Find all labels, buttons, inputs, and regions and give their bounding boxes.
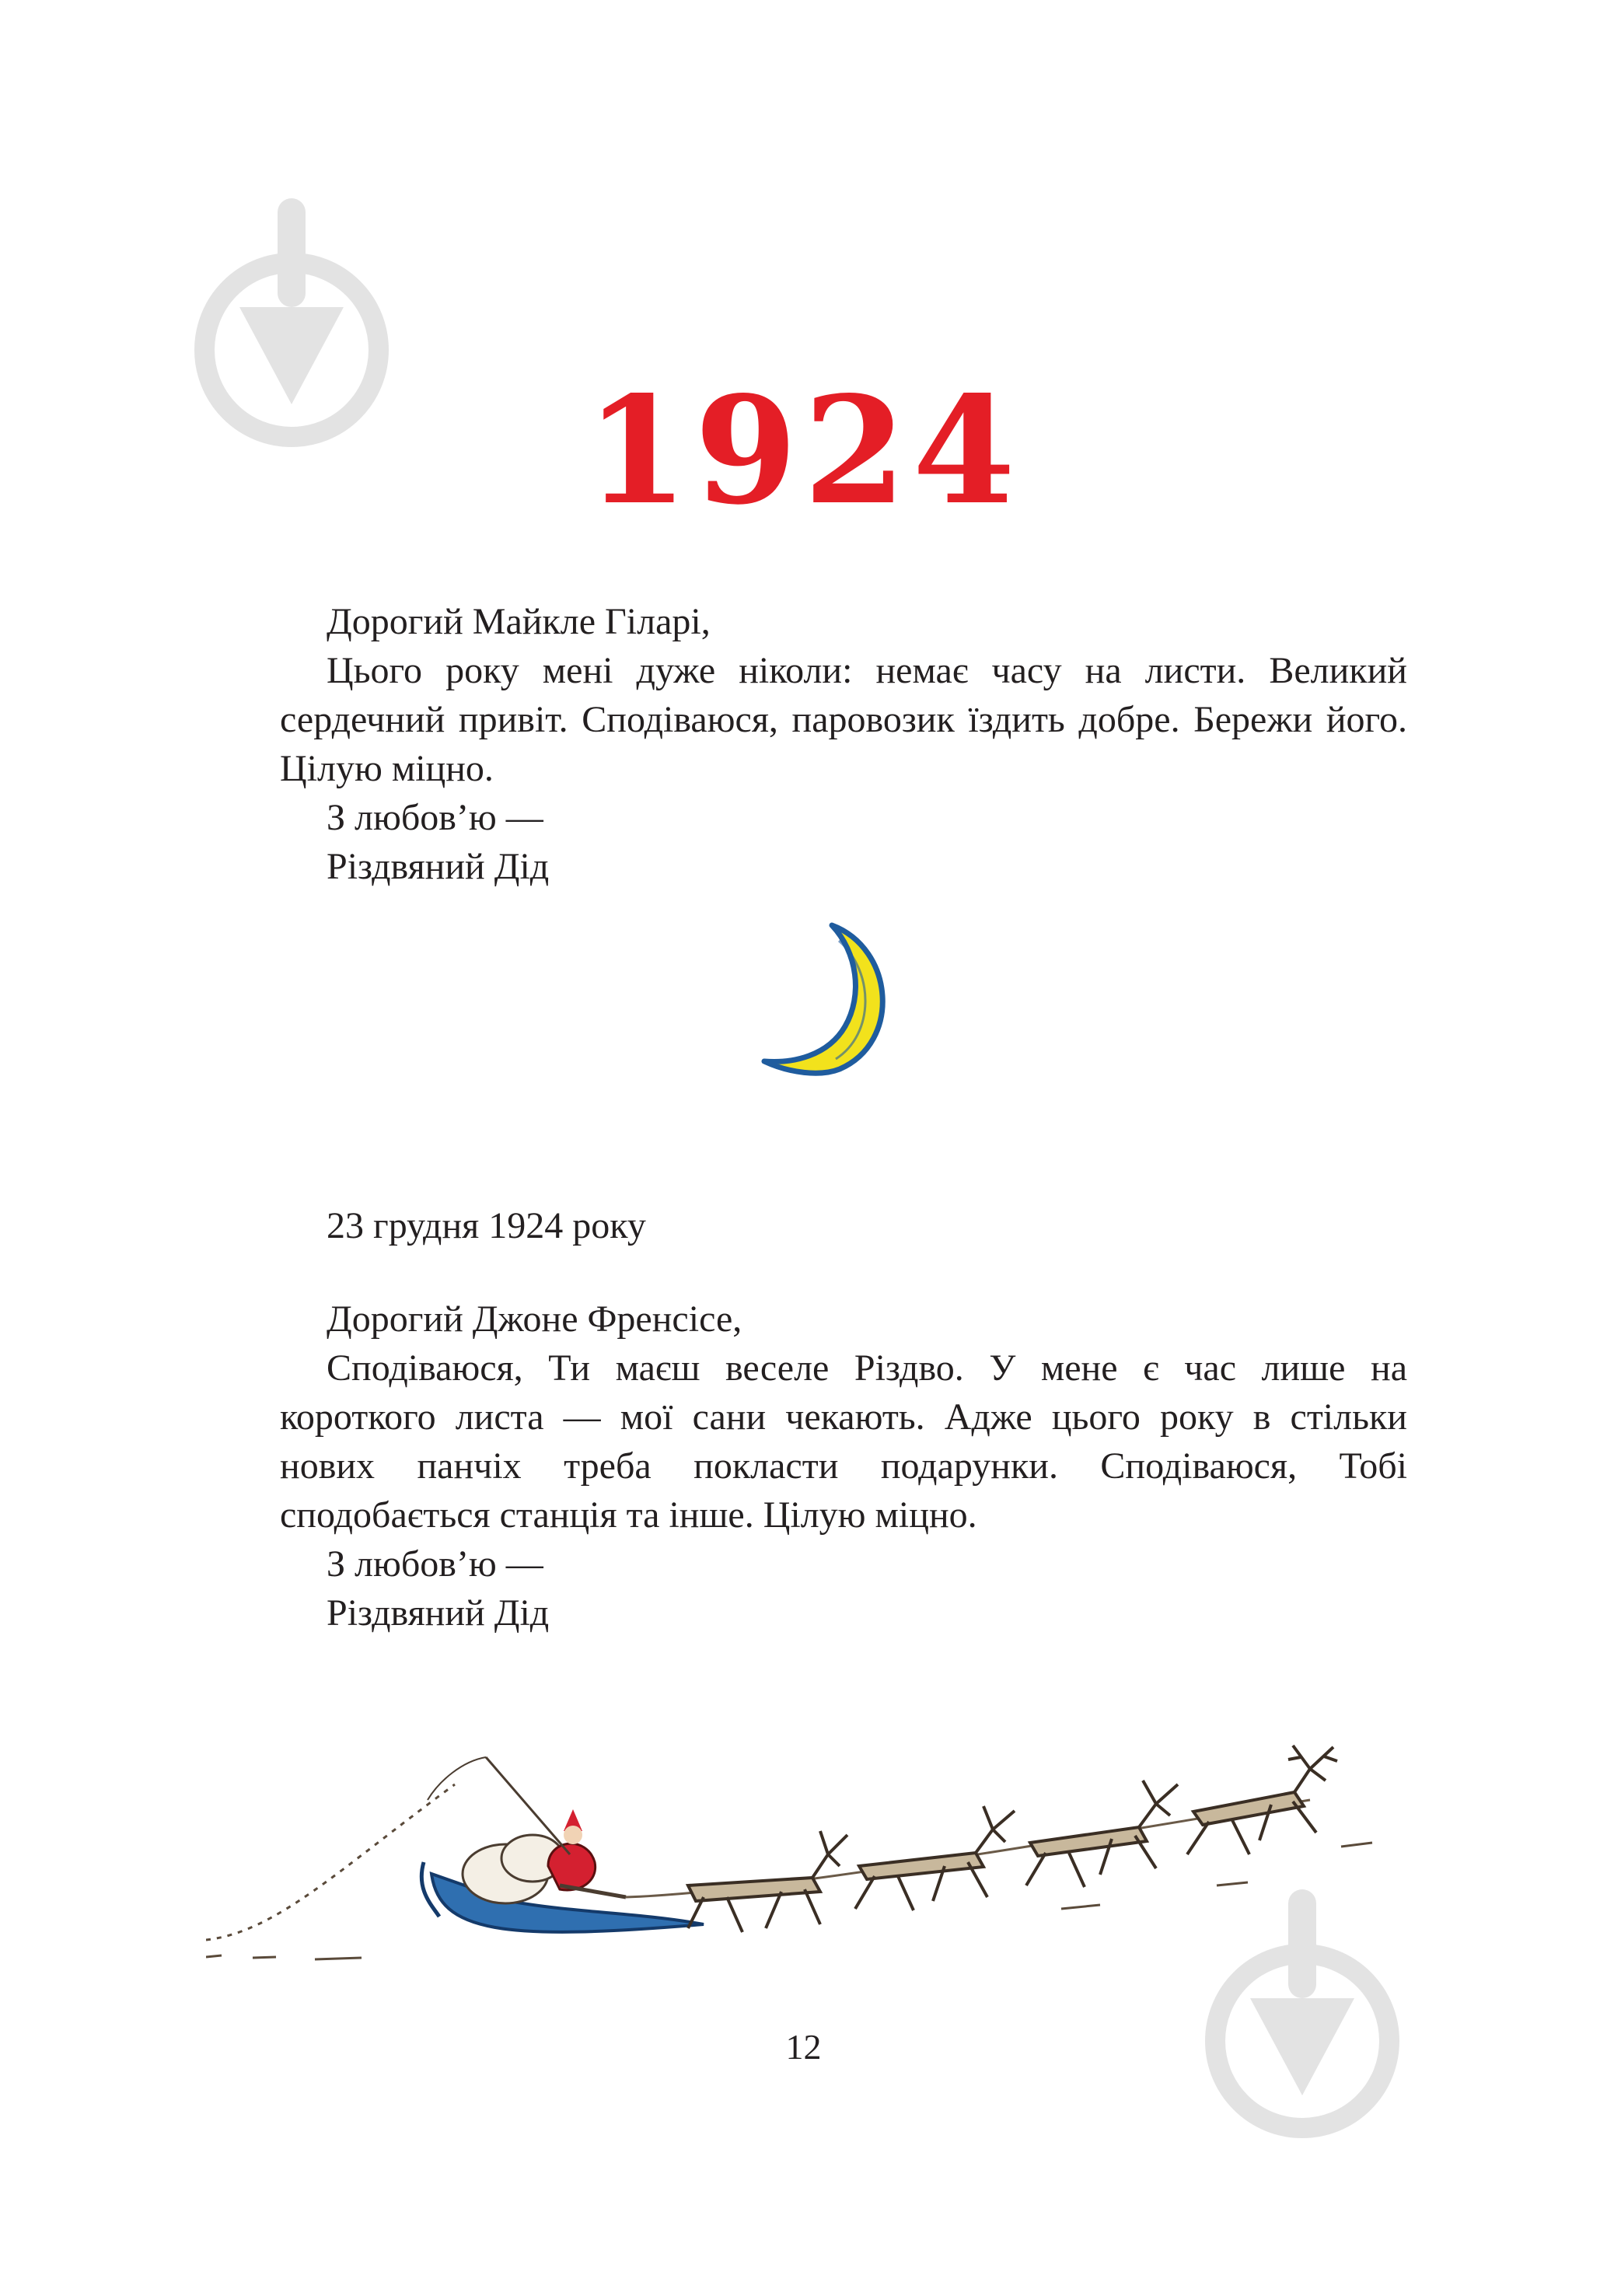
watermark-logo-icon [1205,1882,1399,2138]
letter-two-date: 23 грудня 1924 року [327,1205,646,1246]
year-title: 1924 [585,364,1022,537]
letter-two-signature: Різдвяний Дід [327,1592,550,1634]
letter-two-body: Сподіваюся, Ти маєш веселе Різдво. У мене є час лише на короткого листа — мої сани чекають. Адже цього року в стільки нових панчіх треба покласти подарунки. Сподіваюся, Тобі сподобається станція та інше. Цілую міцно. [280,1347,1407,1536]
letter-one-body: Цього року мені дуже ніколи: немає часу на листи. Великий сердечний привіт. Сподіваюся, паровозик їздить добре. Бережи його. Цілую міцно. [280,650,1407,789]
letter-two-greeting: Дорогий Джоне Френсісе, [327,1298,742,1340]
letter-two-date-block [280,1201,1407,1250]
letter-two [280,1295,1407,1637]
letter-two-closing: З любов’ю — [327,1543,543,1585]
letter-one-closing: З любов’ю — [327,797,543,838]
letter-one-greeting: Дорогий Майкле Гіларі, [327,601,711,642]
letter-one [280,597,1407,891]
page-number: 12 [785,2027,822,2067]
letter-one-signature: Різдвяний Дід [327,846,550,887]
crescent-moon-icon [758,917,898,1081]
